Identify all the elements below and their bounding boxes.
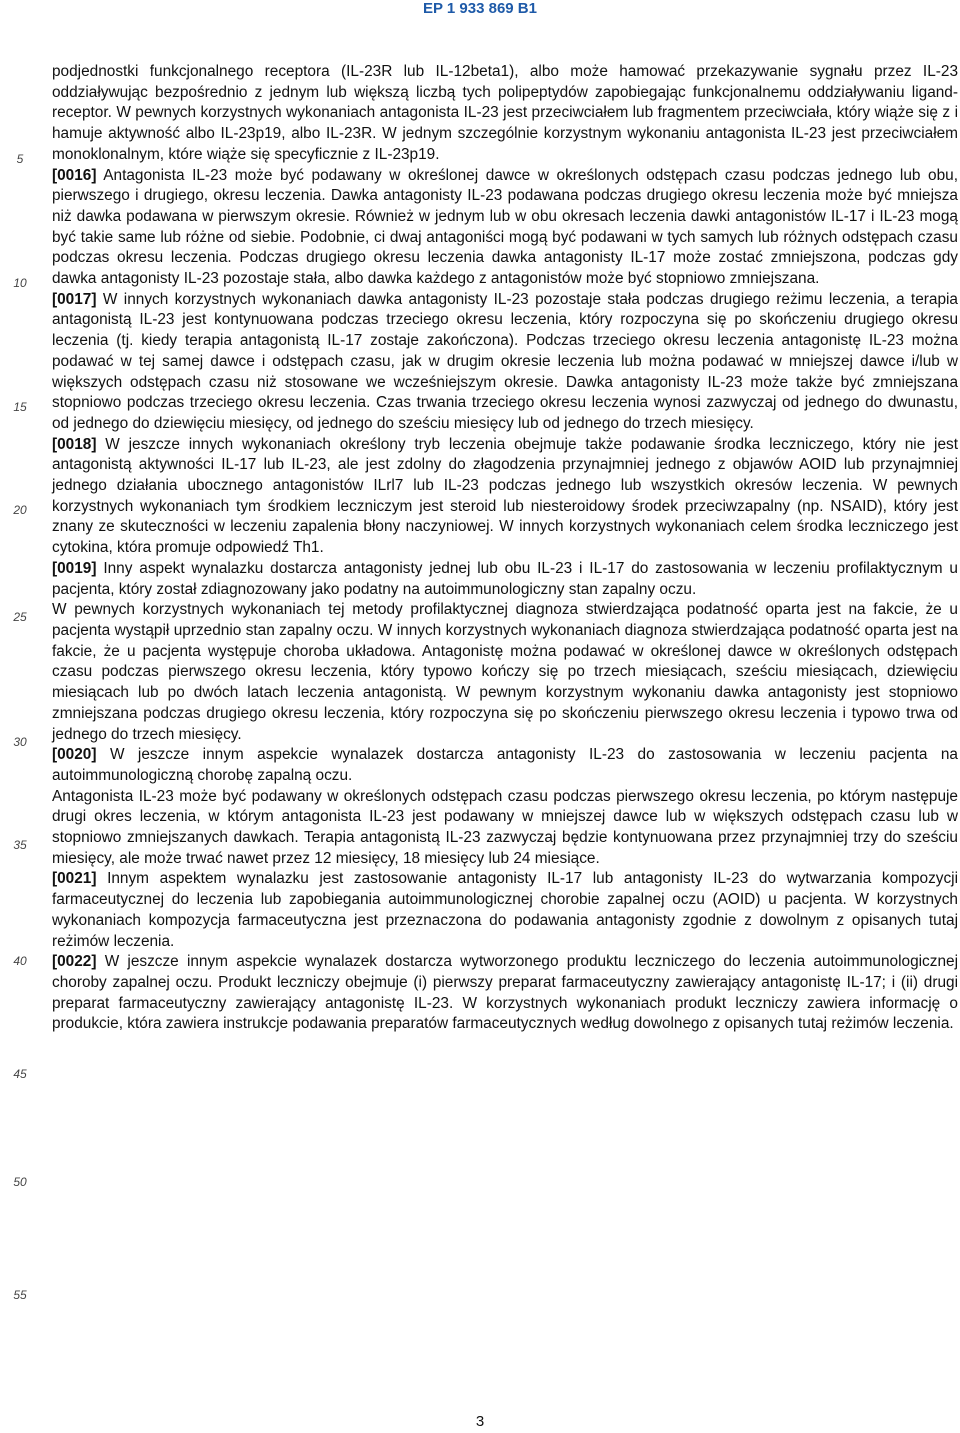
patent-number-header: EP 1 933 869 B1 <box>423 0 537 17</box>
paragraph <box>52 62 958 166</box>
paragraph-id: [0022] <box>52 953 97 971</box>
line-number: 15 <box>13 400 27 414</box>
paragraph-text: W jeszcze innym aspekcie wynalazek dostarcza antagonisty IL-23 do zastosowania w leczeniu pacjenta na autoimmunologiczną chorobę zapalną oczu. <box>52 746 958 784</box>
paragraph-text: W pewnych korzystnych wykonaniach tej metody profilaktycznej diagnoza stwierdzająca podatność oparta jest na fakcie, że u pacjenta wystąpił uprzednio stan zapalny oczu. W innych korzystnych wykonaniach diagnoza stwierdzająca podatność oparta jest na fakcie, że u pacjenta występuje choroba układowa. Antagonistę można podawać w określonej dawce w określonych odstępach czasu podczas pierwszego okresu leczenia, który typowo kończy się po trzech miesiącach, sześciu miesiącach, dziewięciu miesiącach lub po dwóch latach leczenia antagonistą. W pewnym korzystnym wykonaniu dawka antagonisty jest stopniowo zmniejszana podczas drugiego okresu leczenia, który rozpoczyna się po skończeniu pierwszego okresu leczenia i typowo trwa od jednego do trzech miesięcy. <box>52 601 958 743</box>
paragraph-text: podjednostki funkcjonalnego receptora (IL-23R lub IL-12beta1), albo może hamować przekazywanie sygnału przez IL-23 oddziaływując bezpośrednio z jednym lub większą liczbą tych polipeptydów zapobiegając funkcjonalnemu oddziaływaniu ligand-receptor. W pewnych korzystnych wykonaniach antagonista IL-23 jest przeciwciałem lub fragmentem przeciwciała, który wiąże się z i hamuje aktywność albo IL-23p19, albo IL-23R. W jednym szczególnie korzystnym wykonaniu antagonista IL-23 jest przeciwciałem monoklonalnym, które wiąże się specyficznie z IL-23p19. <box>52 63 958 163</box>
paragraph-id: [0020] <box>52 746 97 764</box>
paragraph-text: W jeszcze innych wykonaniach określony tryb leczenia obejmuje także podawanie środka leczniczego, który nie jest antagonistą aktywności IL-17 lub IL-23, ale jest zdolny do złagodzenia przynajmniej jednego z objawów AOID lub przynajmniej jednego działania ubocznego antagonistów ILrl7 lub IL-23 podczas jednego lub wszystkich okresów leczenia. W pewnych korzystnych wykonaniach tym środkiem leczniczym jest steroid lub niesteroidowy środek przeciwzapalny (np. NSAID), który jest znany ze skuteczności w leczeniu zapalenia błony naczyniowej. W innych korzystnych wykonaniach celem środka leczniczego jest cytokina, która promuje odpowiedź Th1. <box>52 435 958 557</box>
paragraph-text: Innym aspektem wynalazku jest zastosowanie antagonisty IL-17 lub antagonisty IL-23 do wytwarzania kompozycji farmaceutycznej do leczenia lub zapobiegania autoimmunologicznej chorobie zapalnej oczu (AOID) u pacjenta. W korzystnych wykonaniach kompozycja farmaceutyczna jest przeznaczona do podawania antagonisty zgodnie z dowolnym z opisanych tutaj reżimów leczenia. <box>52 870 958 950</box>
paragraph <box>52 869 958 952</box>
page-number: 3 <box>475 1413 485 1430</box>
paragraph <box>52 559 958 600</box>
paragraph-id: [0016] <box>52 166 97 184</box>
line-number-gutter <box>0 0 40 1433</box>
paragraph-id: [0017] <box>52 290 97 308</box>
paragraph <box>52 166 958 290</box>
paragraph-text: Inny aspekt wynalazku dostarcza antagonisty jednej lub obu IL-23 i IL-17 do zastosowania w leczeniu profilaktycznym u pacjenta, który został zdiagnozowany jako podatny na autoimmunologiczny stan zapalny oczu. <box>52 559 958 598</box>
line-number: 40 <box>13 954 27 968</box>
line-number: 25 <box>13 610 27 624</box>
paragraph-id: [0021] <box>52 870 97 888</box>
paragraph-id: [0018] <box>52 435 97 453</box>
paragraph-text: W innych korzystnych wykonaniach dawka antagonisty IL-23 pozostaje stała podczas drugiego reżimu leczenia, a terapia antagonistą IL-23 jest kontynuowana podczas trzeciego okresu leczenia, który rozpoczyna się po skończeniu drugiego okresu leczenia (tj. kiedy terapia antagonistą IL-17 zostaje zakończona). Podczas trzeciego okresu leczenia antagonistę IL-23 można podawać w tej samej dawce i odstępach czasu, jak w drugim okresie leczenia lub można podawać w mniejszej dawce i/lub w większych odstępach czasu niż stosowane we wcześniejszym okresie. Dawka antagonisty IL-23 może także być zmniejszana stopniowo podczas trzeciego okresu leczenia. Czas trwania trzeciego okresu leczenia wynosi zazwyczaj od jednego do dwunastu, od jednego do dziewięciu miesięcy, od jednego do sześciu miesięcy lub od jednego do trzech miesięcy. <box>52 290 958 432</box>
line-number: 10 <box>13 276 27 290</box>
paragraph-text: Antagonista IL-23 może być podawany w określonej dawce w określonych odstępach czasu podczas jednego lub obu, pierwszego i drugiego, okresu leczenia. Dawka antagonisty IL-23 podawana podczas drugiego okresu leczenia może być mniejsza niż dawka podawana w pierwszym okresie. Również w jednym lub w obu okresach leczenia dawki antagonistów IL-17 i IL-23 mogą być takie same lub różne od siebie. Podobnie, ci dwaj antagoniści mogą być podawani w tych samych lub różnych odstępach czasu podczas okresu leczenia. Podczas drugiego okresu leczenia dawka antagonisty IL-17 może zostać zmniejszona, podczas gdy dawka antagonisty IL-23 pozostaje stała, albo dawka każdego z antagonistów może być stopniowo zmniejszana. <box>52 166 958 288</box>
paragraph-id: [0019] <box>52 559 97 577</box>
paragraph <box>52 600 958 745</box>
line-number: 20 <box>13 503 27 517</box>
paragraph-text: Antagonista IL-23 może być podawany w określonych odstępach czasu podczas pierwszego okresu leczenia, po którym następuje drugi okres leczenia, w którym antagonista IL-23 jest podawany w mniejszej dawce lub w większych odstępach czasu lub w stopniowo zmniejszanych dawkach. Terapia antagonistą IL-23 zazwyczaj będzie kontynuowana przez przynajmniej trzy do sześciu miesięcy, ale może trwać nawet przez 12 miesięcy, 18 miesięcy lub 24 miesiące. <box>52 787 958 867</box>
paragraph <box>52 290 958 435</box>
line-number: 5 <box>16 152 24 166</box>
line-number: 30 <box>13 735 27 749</box>
document-body <box>52 62 958 1035</box>
line-number: 35 <box>13 838 27 852</box>
line-number: 45 <box>13 1067 27 1081</box>
line-number: 55 <box>13 1288 27 1302</box>
paragraph <box>52 787 958 870</box>
paragraph <box>52 952 958 1035</box>
line-number: 50 <box>13 1175 27 1189</box>
paragraph-text: W jeszcze innym aspekcie wynalazek dostarcza wytworzonego produktu leczniczego do leczenia autoimmunologicznej choroby zapalnej oczu. Produkt leczniczy obejmuje (i) pierwszy preparat farmaceutyczny zawierający antagonistę IL-17; i (ii) drugi preparat farmaceutyczny zawierający antagonistę IL-23. W korzystnych wykonaniach produkt leczniczy zawiera informację o produkcie, która zawiera instrukcje podawania preparatów farmaceutycznych według dowolnego z opisanych tutaj reżimów leczenia. <box>52 953 958 1033</box>
paragraph <box>52 435 958 559</box>
paragraph <box>52 745 958 786</box>
